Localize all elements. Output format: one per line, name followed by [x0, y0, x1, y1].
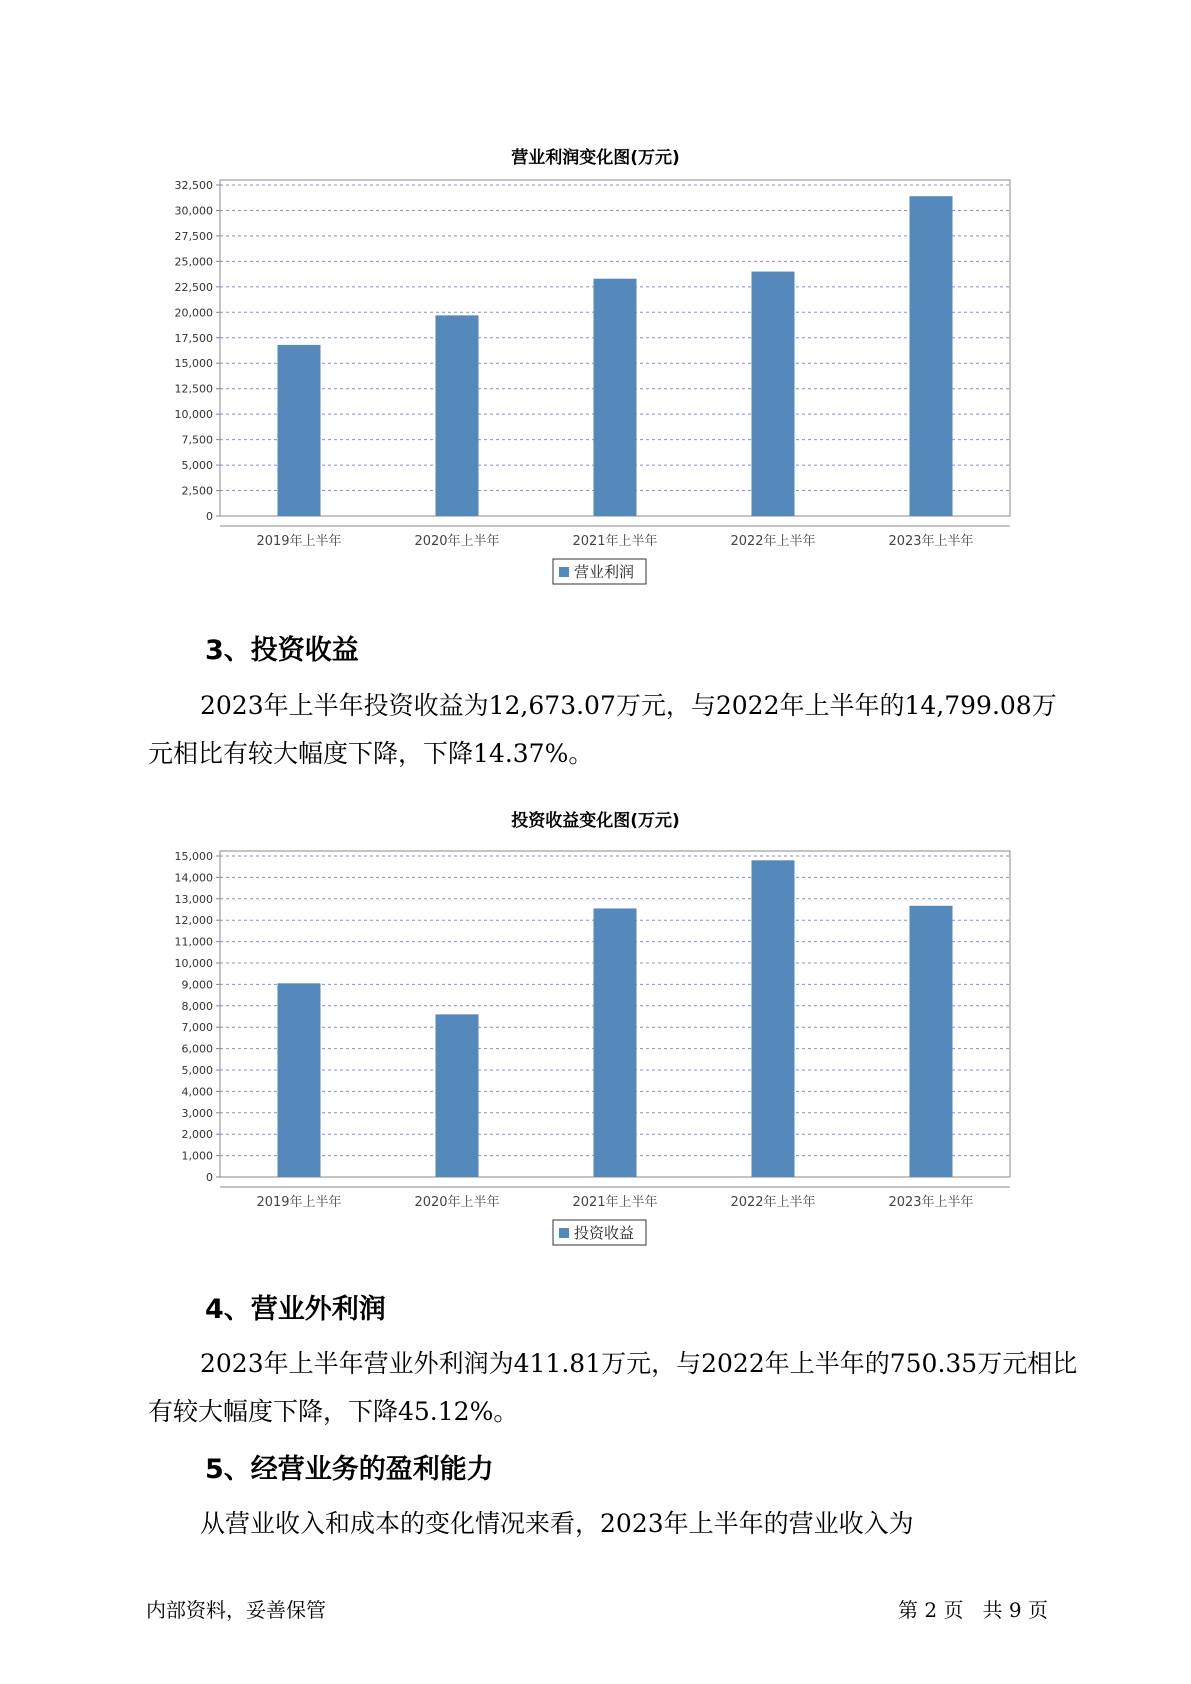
chart1-ytick-label: 0: [206, 510, 213, 523]
chart2-bar: [594, 908, 637, 1177]
chart1-ytick-label: 12,500: [174, 382, 213, 396]
chart1-legend-label: 营业利润: [574, 563, 635, 581]
chart2-legend-swatch: [559, 1228, 569, 1238]
chart1-ytick-label: 32,500: [174, 179, 213, 192]
chart1-xtick-label: 2023年上半年: [888, 534, 974, 549]
chart1-xtick-label: 2021年上半年: [572, 534, 658, 549]
section5-paragraph: [148, 1500, 1078, 1548]
chart1-ytick-label: 15,000: [174, 357, 213, 371]
chart2-ytick-label: 0: [206, 1171, 213, 1184]
chart2-ytick-label: 5,000: [181, 1064, 213, 1077]
chart2-xtick-label: 2022年上半年: [730, 1195, 816, 1210]
chart1-ytick-label: 17,500: [174, 331, 213, 345]
chart1-ytick-label: 7,500: [181, 433, 213, 447]
chart2-ytick-label: 3,000: [181, 1106, 213, 1120]
chart1-legend-swatch: [559, 567, 569, 577]
chart2-bar: [910, 906, 953, 1177]
chart1-ytick-label: 30,000: [174, 204, 213, 218]
section4-paragraph: [148, 1340, 1078, 1436]
operating-profit-chart: [0, 165, 1191, 595]
section3-paragraph: [148, 682, 1078, 778]
chart2-ytick-label: 14,000: [174, 871, 213, 885]
chart2-ytick-label: 7,000: [181, 1021, 213, 1035]
chart2-xtick-label: 2021年上半年: [572, 1195, 658, 1210]
chart2-ytick-label: 13,000: [174, 892, 213, 906]
chart1-xtick-label: 2020年上半年: [414, 534, 500, 549]
chart2-ytick-label: 8,000: [181, 999, 213, 1013]
chart2-bar: [752, 860, 795, 1177]
chart2-ytick-label: 15,000: [174, 850, 213, 863]
section5-heading: 5、经营业务的盈利能力: [205, 1454, 494, 1485]
chart1-bar: [436, 315, 479, 516]
chart1-ytick-label: 2,500: [181, 484, 213, 498]
investment-income-chart: [0, 838, 1191, 1258]
section3-paragraph-text: 2023年上半年投资收益为12,673.07万元，与2022年上半年的14,799.08万元相比有较大幅度下降，下降14.37%。: [148, 691, 1057, 768]
chart1-xtick-label: 2019年上半年: [256, 534, 342, 549]
section4-paragraph-text: 2023年上半年营业外利润为411.81万元，与2022年上半年的750.35万元相比有较大幅度下降，下降45.12%。: [148, 1349, 1078, 1426]
chart1-ytick-label: 25,000: [174, 255, 213, 269]
chart1-ytick-label: 22,500: [174, 280, 213, 294]
chart1-bar: [594, 279, 637, 516]
chart2-xtick-label: 2019年上半年: [256, 1195, 342, 1210]
chart1-ytick-label: 10,000: [174, 408, 213, 422]
chart2-xtick-label: 2020年上半年: [414, 1195, 500, 1210]
chart2-xtick-label: 2023年上半年: [888, 1195, 974, 1210]
chart2-bar: [436, 1014, 479, 1177]
chart2-ytick-label: 1,000: [181, 1149, 213, 1163]
section4-heading: 4、营业外利润: [205, 1294, 386, 1325]
footer-page-number: 第 2 页 共 9 页: [898, 1598, 1048, 1622]
chart2-legend-label: 投资收益: [574, 1224, 635, 1242]
chart1-ytick-label: 20,000: [174, 306, 213, 320]
chart2-ytick-label: 6,000: [181, 1042, 213, 1056]
chart1-bar: [910, 196, 953, 516]
footer-confidential-note: 内部资料，妥善保管: [146, 1598, 326, 1622]
chart2-ytick-label: 11,000: [174, 935, 213, 949]
chart2-ytick-label: 9,000: [181, 978, 213, 992]
chart1-title: 营业利润变化图(万元): [511, 148, 680, 168]
chart2-title: 投资收益变化图(万元): [511, 811, 680, 831]
chart2-ytick-label: 2,000: [181, 1128, 213, 1142]
chart2-ytick-label: 12,000: [174, 914, 213, 928]
chart1-ytick-label: 5,000: [181, 459, 213, 473]
section5-paragraph-text: 从营业收入和成本的变化情况来看，2023年上半年的营业收入为: [200, 1509, 914, 1538]
chart2-bar: [278, 983, 321, 1177]
chart1-xtick-label: 2022年上半年: [730, 534, 816, 549]
chart2-ytick-label: 10,000: [174, 957, 213, 970]
section3-heading: 3、投资收益: [205, 635, 359, 666]
chart1-ytick-label: 27,500: [174, 229, 213, 243]
chart2-ytick-label: 4,000: [181, 1085, 213, 1099]
chart1-bar: [278, 345, 321, 516]
chart1-bar: [752, 272, 795, 516]
